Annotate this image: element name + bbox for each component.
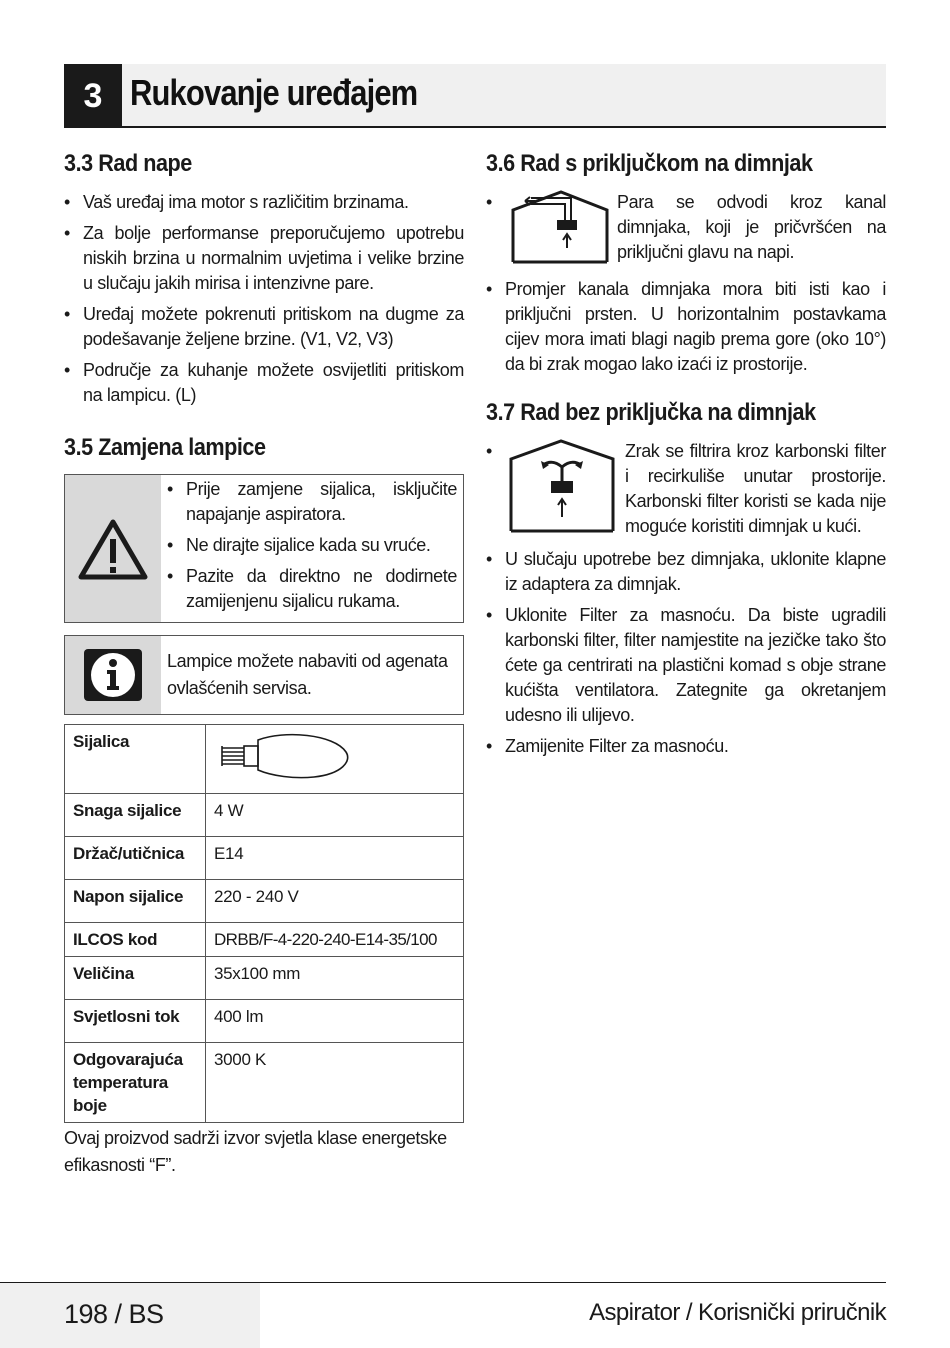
section-title-3-6: 3.6 Rad s priključkom na dimnjak <box>486 150 813 177</box>
page-footer <box>0 1282 950 1348</box>
recirculation-mode-icon <box>505 439 617 538</box>
list-item: • Uklonite Filter za masnoću. Da biste ugradili karbonski filter, filter namjestite na jezičke tako što ćete ga centrirati na plastični komad s obje strane kućišta ventilatora. Zategnite ga okretanjem udesno ili ulijevo. <box>486 603 886 728</box>
recirculation-mode-text: Zrak se filtrira kroz karbonski filter i recirkuliše unutar prostorije. Karbonski filter koristi se kada nije moguće koristiti dimnjak u kući. <box>625 441 886 536</box>
table-key: Napon sijalice <box>65 880 206 923</box>
table-value: 4 W <box>206 794 464 837</box>
left-column <box>64 150 464 1179</box>
section-title-3-5: 3.5 Zamjena lampice <box>64 434 266 461</box>
bulb-spec-table <box>64 724 464 1123</box>
list-item: • Za bolje performanse preporučujemo upotrebu niskih brzina u normalnim uvjetima i velike brzine u slučaju jakih mirisa i intenzivne pare. <box>64 221 464 296</box>
list-item: • Promjer kanala dimnjaka mora biti isti kao i priključni prsten. U horizontalnim postavkama cijev mora imati blagi nagib prema gore (oko 10°) da bi zrak mogao lako izaći iz prostorije. <box>486 277 886 377</box>
list-item: • Područje za kuhanje možete osvijetliti pritiskom na lampicu. (L) <box>64 358 464 408</box>
table-value: E14 <box>206 837 464 880</box>
list-item: • Ne dirajte sijalice kada su vruće. <box>167 533 457 558</box>
section-3-7-list <box>486 547 886 759</box>
table-key: Sijalica <box>65 725 206 794</box>
document-title: Aspirator / Korisnički priručnik <box>589 1299 886 1326</box>
table-key: Odgovarajuća temperatura boje <box>65 1043 206 1123</box>
list-item: • Prije zamjene sijalica, isključite napajanje aspiratora. <box>167 477 457 527</box>
table-row <box>65 1000 464 1043</box>
list-item: • Pazite da direktno ne dodirnete zamijenjenu sijalicu rukama. <box>167 564 457 614</box>
ducted-mode-icon <box>505 190 609 269</box>
list-item: • Vaš uređaj ima motor s različitim brzinama. <box>64 190 464 215</box>
list-item: • Uređaj možete pokrenuti pritiskom na dugme za podešavanje željene brzine. (V1, V2, V3) <box>64 302 464 352</box>
page-number: 198 / BS <box>64 1299 164 1329</box>
table-key: Držač/utičnica <box>65 837 206 880</box>
info-box <box>64 635 464 715</box>
chapter-header <box>64 64 886 128</box>
ducted-mode-text: Para se odvodi kroz kanal dimnjaka, koji je pričvršćen na priključni glavu na napi. <box>617 192 886 262</box>
section-3-6-list <box>486 277 886 377</box>
ducted-mode-item: • Para se odvodi kroz kanal dimnjaka, koji je pričvršćen na priključni glavu na napi. <box>486 190 886 269</box>
page-number-box <box>0 1283 260 1348</box>
info-text: Lampice možete nabaviti od agenata ovlašćenih servisa. <box>167 651 448 698</box>
table-value: 3000 K <box>206 1043 464 1123</box>
bulb-illustration <box>206 725 464 794</box>
warning-icon <box>65 475 161 622</box>
table-value: 400 lm <box>206 1000 464 1043</box>
table-key: ILCOS kod <box>65 923 206 957</box>
table-row <box>65 725 464 794</box>
table-row <box>65 957 464 1000</box>
recirculation-mode-item: • Zrak se filtrira kroz karbonski filter i recirkuliše unutar prostorije. Karbonski filter koristi se kada nije moguće koristiti dimnjak u kući. <box>486 439 886 539</box>
table-row <box>65 923 464 957</box>
table-value: 35x100 mm <box>206 957 464 1000</box>
section-3-3-list <box>64 190 464 408</box>
table-key: Svjetlosni tok <box>65 1000 206 1043</box>
section-title-3-3: 3.3 Rad nape <box>64 150 192 177</box>
table-row <box>65 794 464 837</box>
section-title-3-7: 3.7 Rad bez priključka na dimnjak <box>486 399 816 426</box>
table-row <box>65 1043 464 1123</box>
chapter-number: 3 <box>64 64 122 128</box>
table-row <box>65 837 464 880</box>
table-key: Veličina <box>65 957 206 1000</box>
warning-box <box>64 474 464 623</box>
table-row <box>65 880 464 923</box>
table-key: Snaga sijalice <box>65 794 206 837</box>
list-item: • Zamijenite Filter za masnoću. <box>486 734 886 759</box>
right-column <box>486 150 886 765</box>
chapter-title: Rukovanje uređajem <box>130 72 418 113</box>
list-item: • U slučaju upotrebe bez dimnjaka, uklonite klapne iz adaptera za dimnjak. <box>486 547 886 597</box>
energy-class-note: Ovaj proizvod sadrži izvor svjetla klase energetske efikasnosti “F”. <box>64 1128 447 1175</box>
warning-list <box>167 477 457 614</box>
table-value: 220 - 240 V <box>206 880 464 923</box>
table-value: DRBB/F-4-220-240-E14-35/100 <box>206 923 464 957</box>
info-icon <box>65 636 161 714</box>
